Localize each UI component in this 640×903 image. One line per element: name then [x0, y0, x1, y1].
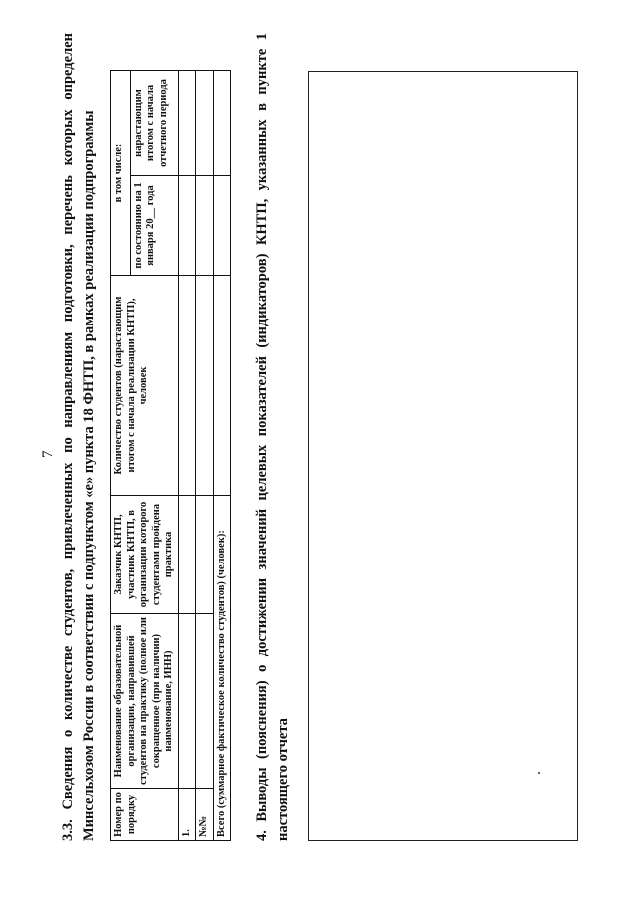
students-table [110, 70, 231, 841]
header-student-count: Количество студентов (нарастающим итогом с начала реализации КНТП), человек [111, 276, 179, 496]
header-number: Номер по порядку [111, 789, 179, 841]
conclusions-text-box[interactable] [308, 71, 578, 841]
header-as-of: по состоянию на 1 января 20__ года [130, 176, 178, 276]
section-3-3-heading: 3.3. Сведения о количестве студентов, привлеченных по направлениям подготовки, перечень которых определен Минсельхозом России в соответствии с подпунктом «е» пункта 18 ФНТП, в рамках реализации подпрограммы [60, 33, 97, 841]
header-organization: Наименование образовательной организации, направившей студентов на практику (полное или сокращенное (при наличии) наименование, ИНН) [111, 614, 179, 789]
header-customer: Заказчик КНТП, участник КНТП, в организации которого студентами пройдена практика [111, 496, 179, 614]
speck [538, 772, 540, 774]
header-cumulative: нарастающим итогом с начала отчетного периода [130, 70, 178, 175]
page-number: 7 [40, 450, 56, 458]
total-row [213, 70, 231, 840]
table-row [196, 70, 214, 840]
section-4-heading: 4. Выводы (пояснения) о достижении значений целевых показателей (индикаторов) КНТП, указанных в пункте 1 настоящего отчета [254, 33, 291, 841]
row-label-1: 1. [178, 789, 196, 841]
row-label-n: №№ [196, 789, 214, 841]
header-including: в том числе: [111, 70, 131, 275]
table-row [178, 70, 196, 840]
total-label: Всего (суммарное фактическое количество студентов) (человек): [213, 496, 231, 841]
